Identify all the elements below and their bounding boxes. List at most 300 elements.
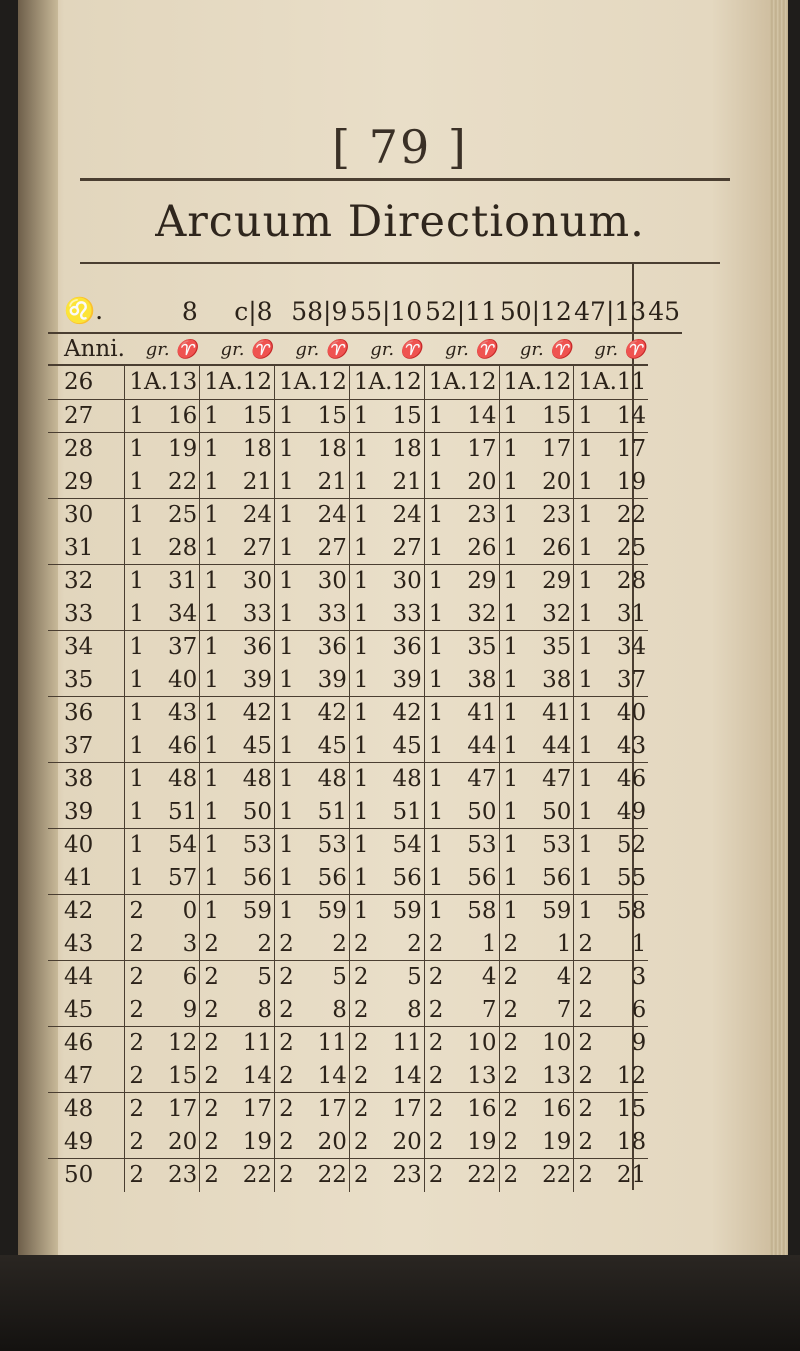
minutes-cell: 36 (317, 634, 347, 661)
minutes-cell: 37 (167, 634, 198, 661)
degree-cell: 1 (424, 466, 443, 499)
degree-cell: 1 (499, 763, 518, 796)
minutes-cell: 45 (294, 730, 350, 763)
degree-cell: 2 (275, 1126, 294, 1159)
minutes-cell: 3 (631, 964, 647, 991)
minutes-cell: 28 (144, 532, 200, 565)
minutes-cell: 22 (144, 466, 200, 499)
degree-cell: 1 (499, 862, 518, 895)
degree-cell: 1 (275, 862, 294, 895)
degree-cell: 1 (349, 598, 368, 631)
degree-cell: 2 (424, 1027, 443, 1060)
degree-cell: 1 (424, 829, 443, 862)
degree-cell: 1 (200, 365, 219, 399)
table-row (48, 365, 682, 399)
degree-cell: 1 (574, 631, 593, 664)
degree-cell: 1 (200, 862, 219, 895)
minutes-cell: 23 (167, 1162, 198, 1189)
unit-label: gr. ♈ (125, 333, 200, 365)
degree-cell: 2 (349, 994, 368, 1027)
year-cell: 49 (48, 1126, 125, 1159)
year-cell: 34 (64, 634, 94, 661)
minutes-cell: 59 (317, 898, 347, 925)
degree-cell: 1 (125, 763, 144, 796)
table-row (48, 631, 682, 664)
degree-cell: 1 (574, 499, 593, 532)
minutes-cell: 14 (219, 1060, 275, 1093)
minutes-cell: 16 (467, 1096, 497, 1123)
year-cell: 50 (64, 1162, 94, 1189)
degree-cell: 2 (275, 1060, 294, 1093)
years-label: Anni. (48, 333, 125, 365)
degree-cell: 1 (200, 499, 219, 532)
sign-symbol: ♌. (48, 290, 125, 333)
minutes-cell: 24 (392, 502, 422, 529)
minutes-cell: 17 (392, 1096, 422, 1123)
unit-label: gr. ♈ (424, 333, 499, 365)
degree-cell: 2 (574, 994, 593, 1027)
minutes-cell: A.12 (443, 365, 499, 399)
minutes-cell: 56 (443, 862, 499, 895)
minutes-cell: 19 (593, 466, 648, 499)
degree-cell: 1 (200, 763, 219, 796)
table-row (48, 1126, 682, 1159)
degree-cell: 1 (424, 433, 443, 466)
year-cell: 38 (64, 766, 94, 793)
minutes-cell: 57 (144, 862, 200, 895)
degree-cell: 1 (574, 895, 593, 928)
minutes-cell: 15 (219, 399, 275, 433)
degree-cell: 2 (275, 1027, 294, 1060)
minutes-cell: 46 (144, 730, 200, 763)
year-cell: 28 (64, 436, 94, 463)
degree-cell: 1 (125, 664, 144, 697)
minutes-cell: 27 (369, 532, 425, 565)
minutes-cell: 32 (443, 598, 499, 631)
degree-cell: 1 (125, 697, 144, 730)
degree-cell: 1 (424, 862, 443, 895)
minutes-cell: 47 (467, 766, 497, 793)
degree-cell: 1 (275, 532, 294, 565)
arc-header-cell: 52|11 (424, 290, 499, 333)
degree-cell: 1 (574, 730, 593, 763)
minutes-cell: 4 (481, 964, 497, 991)
minutes-cell: 53 (467, 832, 497, 859)
degree-cell: 1 (499, 532, 518, 565)
minutes-cell: 51 (144, 796, 200, 829)
degree-cell: 2 (424, 994, 443, 1027)
degree-cell: 1 (200, 664, 219, 697)
degree-cell: 1 (125, 466, 144, 499)
minutes-cell: 59 (242, 898, 273, 925)
minutes-cell: 54 (392, 832, 422, 859)
minutes-cell: 56 (294, 862, 350, 895)
minutes-cell: 15 (294, 399, 350, 433)
degree-cell: 1 (499, 730, 518, 763)
minutes-cell: A.13 (144, 365, 200, 399)
degree-cell: 1 (349, 499, 368, 532)
minutes-cell: 13 (518, 1060, 574, 1093)
table-row (48, 1060, 682, 1093)
page-title: Arcuum Directionum. (155, 197, 645, 247)
year-cell: 47 (48, 1060, 125, 1093)
degree-cell: 1 (424, 399, 443, 433)
degree-cell: 1 (574, 598, 593, 631)
degree-cell: 1 (275, 565, 294, 598)
minutes-cell: 58 (616, 898, 647, 925)
minutes-cell: 47 (542, 766, 572, 793)
degree-cell: 2 (424, 928, 443, 961)
year-cell: 44 (64, 964, 94, 991)
degree-cell: 1 (499, 499, 518, 532)
minutes-cell: 35 (467, 634, 497, 661)
degree-cell: 1 (349, 796, 368, 829)
degree-cell: 2 (349, 1027, 368, 1060)
minutes-cell: 11 (392, 1030, 422, 1057)
page-number: [ 79 ] (332, 120, 468, 174)
minutes-cell: 15 (369, 399, 425, 433)
minutes-cell: 23 (392, 1162, 422, 1189)
year-cell: 33 (48, 598, 125, 631)
minutes-cell: 21 (616, 1162, 647, 1189)
minutes-cell: 27 (294, 532, 350, 565)
minutes-cell: 39 (369, 664, 425, 697)
degree-cell: 1 (200, 433, 219, 466)
minutes-cell: 42 (242, 700, 273, 727)
minutes-cell: 23 (467, 502, 497, 529)
year-cell: 26 (48, 365, 125, 399)
minutes-cell: 53 (242, 832, 273, 859)
degree-cell: 1 (349, 399, 368, 433)
minutes-cell: 7 (443, 994, 499, 1027)
degree-cell: 2 (424, 1126, 443, 1159)
minutes-cell: 22 (242, 1162, 273, 1189)
degree-cell: 1 (424, 598, 443, 631)
minutes-cell: 0 (182, 898, 198, 925)
minutes-cell: 5 (257, 964, 273, 991)
minutes-cell: 19 (443, 1126, 499, 1159)
degree-cell: 2 (574, 1093, 593, 1126)
degree-cell: 2 (275, 1159, 294, 1192)
minutes-cell: 22 (542, 1162, 572, 1189)
minutes-cell: 35 (542, 634, 572, 661)
degree-cell: 2 (574, 1060, 593, 1093)
degree-cell: 2 (499, 1159, 518, 1192)
degree-cell: 1 (275, 631, 294, 664)
table-row (48, 499, 682, 532)
minutes-cell: 20 (443, 466, 499, 499)
degree-cell: 1 (424, 664, 443, 697)
minutes-cell: 53 (542, 832, 572, 859)
minutes-cell: 17 (616, 436, 647, 463)
minutes-cell: 26 (443, 532, 499, 565)
minutes-cell: 16 (542, 1096, 572, 1123)
degree-cell: 1 (499, 365, 518, 399)
year-cell: 29 (48, 466, 125, 499)
table-row (48, 466, 682, 499)
degree-cell: 1 (349, 763, 368, 796)
degree-cell: 1 (574, 664, 593, 697)
minutes-cell: 53 (317, 832, 347, 859)
minutes-cell: 56 (518, 862, 574, 895)
minutes-cell: 50 (518, 796, 574, 829)
degree-cell: 1 (574, 829, 593, 862)
minutes-cell: 14 (443, 399, 499, 433)
degree-cell: 1 (349, 829, 368, 862)
minutes-cell: 10 (467, 1030, 497, 1057)
degree-cell: 1 (125, 796, 144, 829)
year-cell: 31 (48, 532, 125, 565)
table-row (48, 1093, 682, 1126)
year-cell: 30 (64, 502, 94, 529)
minutes-cell: 15 (616, 1096, 647, 1123)
minutes-cell: 22 (616, 502, 647, 529)
degree-cell: 2 (200, 1159, 219, 1192)
degree-cell: 1 (349, 565, 368, 598)
minutes-cell: A.12 (369, 365, 425, 399)
minutes-cell: 33 (294, 598, 350, 631)
degree-cell: 2 (349, 1093, 368, 1126)
degree-cell: 1 (424, 565, 443, 598)
minutes-cell: 36 (242, 634, 273, 661)
degree-cell: 1 (275, 763, 294, 796)
degree-cell: 2 (349, 961, 368, 994)
degree-cell: 1 (574, 862, 593, 895)
arc-header-cell: 55|10 (349, 290, 424, 333)
minutes-cell: 28 (616, 568, 647, 595)
degree-cell: 1 (125, 730, 144, 763)
minutes-cell: A.12 (294, 365, 350, 399)
minutes-cell: 19 (219, 1126, 275, 1159)
minutes-cell: 1 (443, 928, 499, 961)
degree-cell: 2 (200, 994, 219, 1027)
minutes-cell: 39 (294, 664, 350, 697)
degree-cell: 1 (574, 399, 593, 433)
minutes-cell: 52 (616, 832, 647, 859)
degree-cell: 2 (349, 1159, 368, 1192)
minutes-cell: 1 (593, 928, 648, 961)
table-row (48, 829, 682, 862)
degree-cell: 2 (125, 1093, 144, 1126)
degree-cell: 2 (125, 961, 144, 994)
degree-cell: 1 (275, 466, 294, 499)
minutes-cell: A.12 (219, 365, 275, 399)
arc-header-cell: 58|9 (275, 290, 350, 333)
minutes-cell: 17 (317, 1096, 347, 1123)
minutes-cell: 46 (616, 766, 647, 793)
degree-cell: 2 (200, 961, 219, 994)
table-row (48, 664, 682, 697)
degree-cell: 2 (574, 1126, 593, 1159)
unit-label: gr. ♈ (349, 333, 424, 365)
minutes-cell: A.11 (593, 365, 648, 399)
degree-cell: 2 (275, 961, 294, 994)
degree-cell: 1 (424, 365, 443, 399)
minutes-cell: 39 (219, 664, 275, 697)
minutes-cell: 6 (182, 964, 198, 991)
degree-cell: 1 (424, 697, 443, 730)
degree-cell: 1 (200, 829, 219, 862)
year-cell: 46 (64, 1030, 94, 1057)
minutes-cell: 19 (518, 1126, 574, 1159)
degree-cell: 1 (349, 862, 368, 895)
minutes-cell: 24 (317, 502, 347, 529)
minutes-cell: 24 (242, 502, 273, 529)
minutes-cell: 5 (407, 964, 422, 991)
degree-cell: 1 (275, 730, 294, 763)
minutes-cell: 2 (219, 928, 275, 961)
minutes-cell: 7 (518, 994, 574, 1027)
minutes-cell: 22 (467, 1162, 497, 1189)
table-row (48, 532, 682, 565)
degree-cell: 1 (424, 763, 443, 796)
degree-cell: 1 (349, 631, 368, 664)
degree-cell: 2 (499, 928, 518, 961)
degree-cell: 1 (574, 466, 593, 499)
degree-cell: 1 (200, 730, 219, 763)
minutes-cell: 9 (144, 994, 200, 1027)
minutes-cell: 33 (219, 598, 275, 631)
minutes-cell: 19 (167, 436, 198, 463)
minutes-cell: 14 (294, 1060, 350, 1093)
directions-table (48, 290, 682, 1192)
degree-cell: 2 (200, 1060, 219, 1093)
unit-label: gr. ♈ (275, 333, 350, 365)
degree-cell: 2 (200, 1126, 219, 1159)
minutes-cell: 22 (317, 1162, 347, 1189)
degree-cell: 1 (574, 532, 593, 565)
arc-header-cell: 50|12 (499, 290, 574, 333)
degree-cell: 1 (125, 499, 144, 532)
minutes-cell: 59 (392, 898, 422, 925)
table-row (48, 928, 682, 961)
minutes-cell: 21 (219, 466, 275, 499)
minutes-cell: 51 (294, 796, 350, 829)
degree-cell: 1 (275, 829, 294, 862)
degree-cell: 2 (499, 1027, 518, 1060)
minutes-cell: 40 (616, 700, 647, 727)
degree-cell: 2 (574, 1027, 593, 1060)
minutes-cell: 31 (167, 568, 198, 595)
degree-cell: 1 (424, 730, 443, 763)
minutes-cell: 42 (317, 700, 347, 727)
degree-cell: 2 (200, 1093, 219, 1126)
minutes-cell: 17 (542, 436, 572, 463)
degree-cell: 1 (125, 598, 144, 631)
degree-cell: 1 (349, 895, 368, 928)
degree-cell: 1 (499, 433, 518, 466)
degree-cell: 2 (125, 895, 144, 928)
degree-cell: 2 (349, 1126, 368, 1159)
table-row (48, 1027, 682, 1060)
degree-cell: 2 (125, 1060, 144, 1093)
minutes-cell: 50 (219, 796, 275, 829)
table-row (48, 994, 682, 1027)
minutes-cell: 8 (219, 994, 275, 1027)
degree-cell: 1 (499, 598, 518, 631)
minutes-cell: 14 (593, 399, 648, 433)
degree-cell: 2 (574, 928, 593, 961)
degree-cell: 1 (275, 697, 294, 730)
degree-cell: 2 (499, 1126, 518, 1159)
degree-cell: 2 (424, 1159, 443, 1192)
degree-cell: 2 (499, 994, 518, 1027)
degree-cell: 1 (275, 598, 294, 631)
minutes-cell: 11 (317, 1030, 347, 1057)
minutes-cell: 43 (167, 700, 198, 727)
degree-cell: 2 (349, 928, 368, 961)
degree-cell: 2 (424, 1093, 443, 1126)
table-row (48, 763, 682, 796)
degree-cell: 1 (574, 565, 593, 598)
degree-cell: 1 (574, 796, 593, 829)
minutes-cell: 21 (369, 466, 425, 499)
minutes-cell: 29 (467, 568, 497, 595)
degree-cell: 1 (275, 796, 294, 829)
minutes-cell: 34 (144, 598, 200, 631)
minutes-cell: 9 (631, 1030, 647, 1057)
minutes-cell: 58 (467, 898, 497, 925)
degree-cell: 2 (424, 961, 443, 994)
arc-header-cell: c|8 (200, 290, 275, 333)
degree-cell: 2 (499, 1060, 518, 1093)
year-cell: 37 (48, 730, 125, 763)
minutes-cell: 13 (443, 1060, 499, 1093)
year-cell: 48 (64, 1096, 94, 1123)
degree-cell: 2 (200, 928, 219, 961)
degree-cell: 1 (275, 664, 294, 697)
degree-cell: 1 (574, 433, 593, 466)
units-row (48, 333, 682, 365)
minutes-cell: 30 (317, 568, 347, 595)
year-cell: 36 (64, 700, 94, 727)
minutes-cell: 18 (392, 436, 422, 463)
minutes-cell: 12 (167, 1030, 198, 1057)
minutes-cell: 18 (593, 1126, 648, 1159)
degree-cell: 1 (349, 466, 368, 499)
minutes-cell: 48 (392, 766, 422, 793)
degree-cell: 1 (499, 399, 518, 433)
degree-cell: 2 (349, 1060, 368, 1093)
degree-cell: 1 (200, 796, 219, 829)
minutes-cell: 8 (294, 994, 350, 1027)
degree-cell: 1 (424, 796, 443, 829)
degree-cell: 1 (275, 433, 294, 466)
table-row (48, 796, 682, 829)
degree-cell: 1 (125, 532, 144, 565)
minutes-cell: 43 (593, 730, 648, 763)
degree-cell: 1 (349, 664, 368, 697)
minutes-cell: 20 (144, 1126, 200, 1159)
degree-cell: 1 (349, 433, 368, 466)
table-row (48, 730, 682, 763)
degree-cell: 2 (125, 928, 144, 961)
minutes-cell: 37 (593, 664, 648, 697)
degree-cell: 2 (125, 994, 144, 1027)
minutes-cell: 21 (294, 466, 350, 499)
minutes-cell: 18 (242, 436, 273, 463)
degree-cell: 1 (200, 598, 219, 631)
degree-cell: 2 (125, 1126, 144, 1159)
minutes-cell: 51 (369, 796, 425, 829)
minutes-cell: 49 (593, 796, 648, 829)
degree-cell: 1 (200, 532, 219, 565)
title-rule (80, 262, 720, 264)
arc-header-cell: 8 (125, 290, 200, 333)
minutes-cell: 8 (369, 994, 425, 1027)
degree-cell: 1 (499, 631, 518, 664)
table-row (48, 1159, 682, 1192)
